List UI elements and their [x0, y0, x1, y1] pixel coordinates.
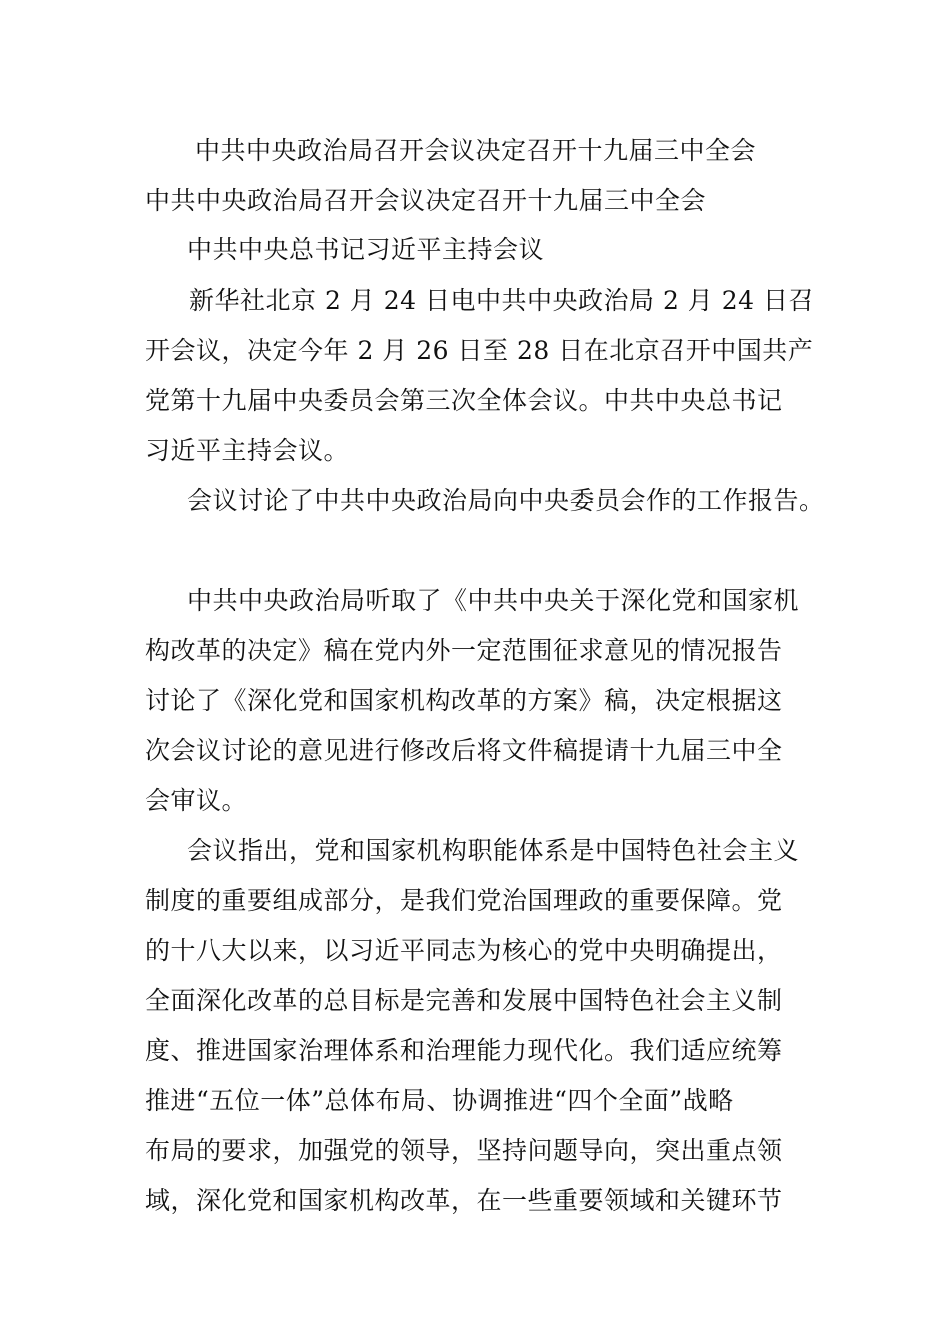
paragraph-line: 会议讨论了中共中央政治局向中央委员会作的工作报告。: [187, 486, 825, 515]
paragraph-line: 布局的要求，加强党的领导，坚持问题导向，突出重点领: [145, 1136, 783, 1165]
paragraph-line: 会议指出，党和国家机构职能体系是中国特色社会主义: [187, 836, 800, 865]
paragraph-line: 域，深化党和国家机构改革，在一些重要领域和关键环节: [145, 1186, 783, 1215]
paragraph-line: 构改革的决定》稿在党内外一定范围征求意见的情况报告: [145, 636, 783, 665]
paragraph-line: 习近平主持会议。: [145, 436, 350, 465]
paragraph-line: 开会议，决定今年 2 月 26 日至 28 日在北京召开中国共产: [145, 336, 814, 365]
paragraph-line: 全面深化改革的总目标是完善和发展中国特色社会主义制: [145, 986, 783, 1015]
subheadline: 中共中央总书记习近平主持会议: [187, 235, 545, 264]
paragraph-line: 讨论了《深化党和国家机构改革的方案》稿，决定根据这: [145, 686, 783, 715]
document-title: 中共中央政治局召开会议决定召开十九届三中全会: [195, 136, 757, 165]
headline: 中共中央政治局召开会议决定召开十九届三中全会: [145, 186, 707, 215]
paragraph-line: 的十八大以来，以习近平同志为核心的党中央明确提出，: [145, 936, 783, 965]
paragraph-line: 党第十九届中央委员会第三次全体会议。中共中央总书记: [145, 386, 783, 415]
paragraph-line: 推进“五位一体”总体布局、协调推进“四个全面”战略: [145, 1086, 734, 1115]
paragraph-line: 度、推进国家治理体系和治理能力现代化。我们适应统筹: [145, 1036, 783, 1065]
paragraph-line: 制度的重要组成部分，是我们党治国理政的重要保障。党: [145, 886, 783, 915]
paragraph-line: 中共中央政治局听取了《中共中央关于深化党和国家机: [187, 586, 800, 615]
paragraph-line: 新华社北京 2 月 24 日电中共中央政治局 2 月 24 日召: [189, 286, 815, 315]
paragraph-line: 会审议。: [145, 786, 248, 815]
paragraph-line: 次会议讨论的意见进行修改后将文件稿提请十九届三中全: [145, 736, 783, 765]
